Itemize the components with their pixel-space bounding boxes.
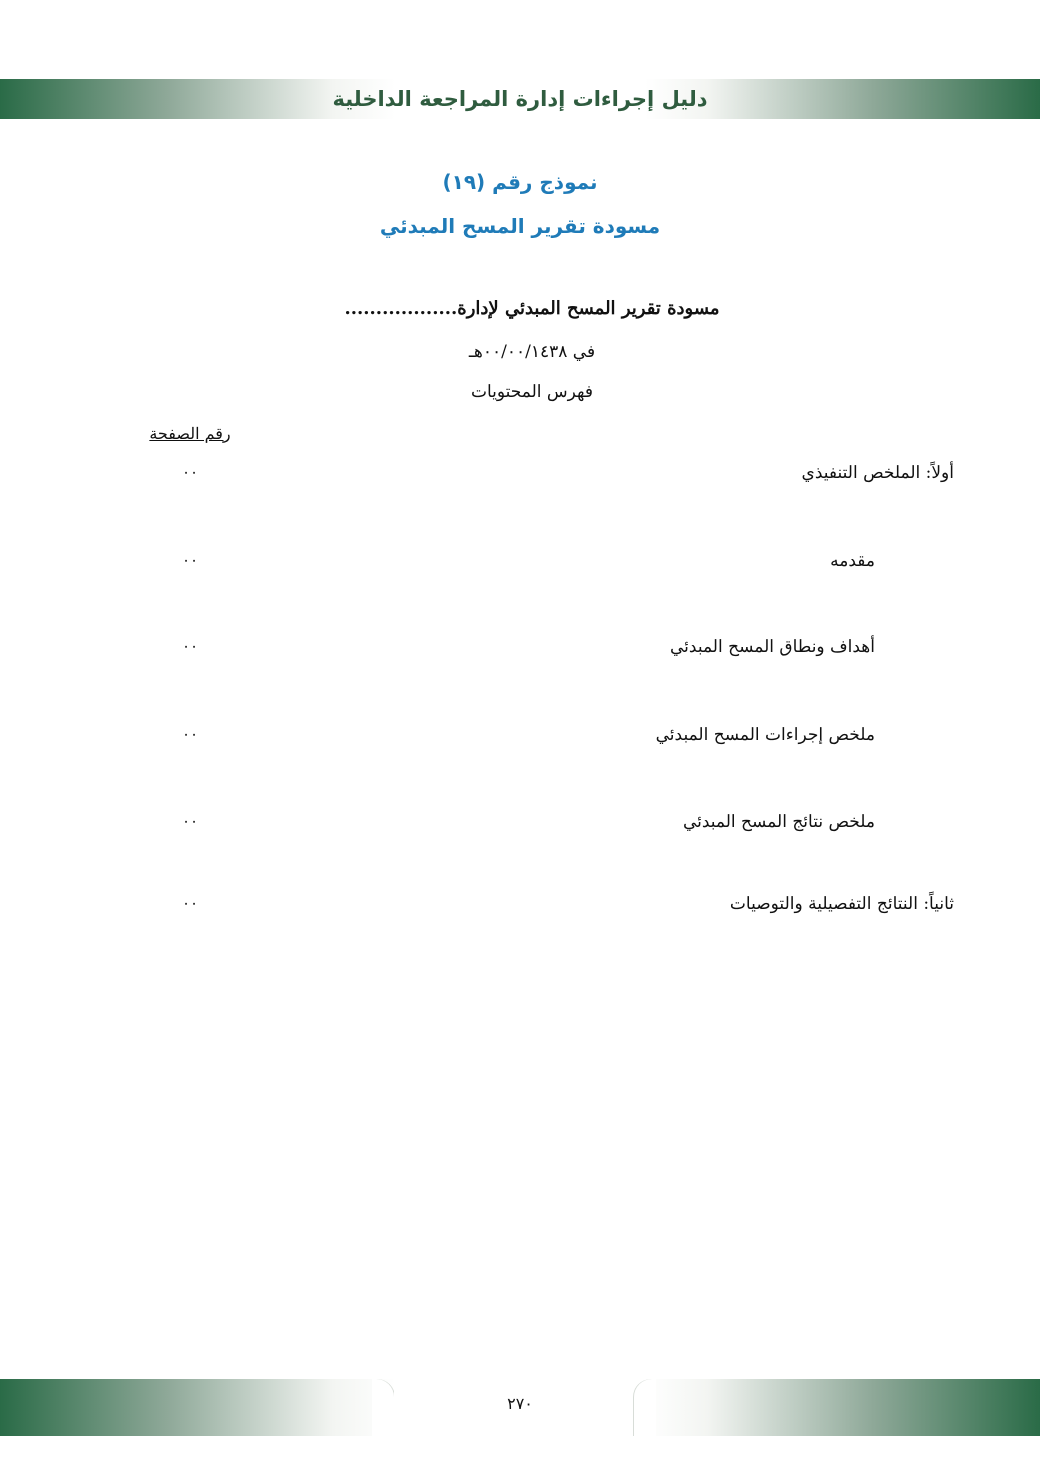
toc-title: فهرس المحتويات — [470, 382, 594, 402]
toc-row — [150, 894, 960, 924]
toc-label: أهداف ونطاق المسح المبدئي — [670, 637, 875, 657]
header-title: دليل إجراءات إدارة المراجعة الداخلية — [332, 87, 708, 111]
toc-page-number: ٠٠ — [181, 725, 199, 743]
toc-row — [150, 637, 960, 667]
toc-label: ملخص نتائج المسح المبدئي — [682, 812, 875, 832]
report-heading: مسودة تقرير المسح المبدئي لإدارة.................. — [344, 298, 720, 319]
page-number: ٢٧٠ — [507, 1394, 533, 1413]
toc-label: ملخص إجراءات المسح المبدئي — [655, 725, 875, 745]
toc-row — [150, 551, 960, 581]
toc-label: مقدمه — [830, 551, 875, 571]
toc-row — [150, 812, 960, 842]
toc-row — [150, 725, 960, 755]
form-title: مسودة تقرير المسح المبدئي — [379, 214, 661, 238]
toc-page-number: ٠٠ — [181, 894, 199, 912]
toc-label: أولاً: الملخص التنفيذي — [801, 463, 954, 483]
page-column-label: رقم الصفحة — [149, 424, 231, 443]
toc-page-number: ٠٠ — [181, 551, 199, 569]
form-number: نموذج رقم (١٩) — [442, 170, 598, 194]
toc-page-number: ٠٠ — [181, 463, 199, 481]
toc-label: ثانياً: النتائج التفصيلية والتوصيات — [729, 894, 954, 914]
report-date: في ٠٠/٠٠/١٤٣٨هـ — [468, 342, 596, 362]
toc-page-number: ٠٠ — [181, 637, 199, 655]
toc-page-number: ٠٠ — [181, 812, 199, 830]
toc-row — [150, 463, 960, 493]
